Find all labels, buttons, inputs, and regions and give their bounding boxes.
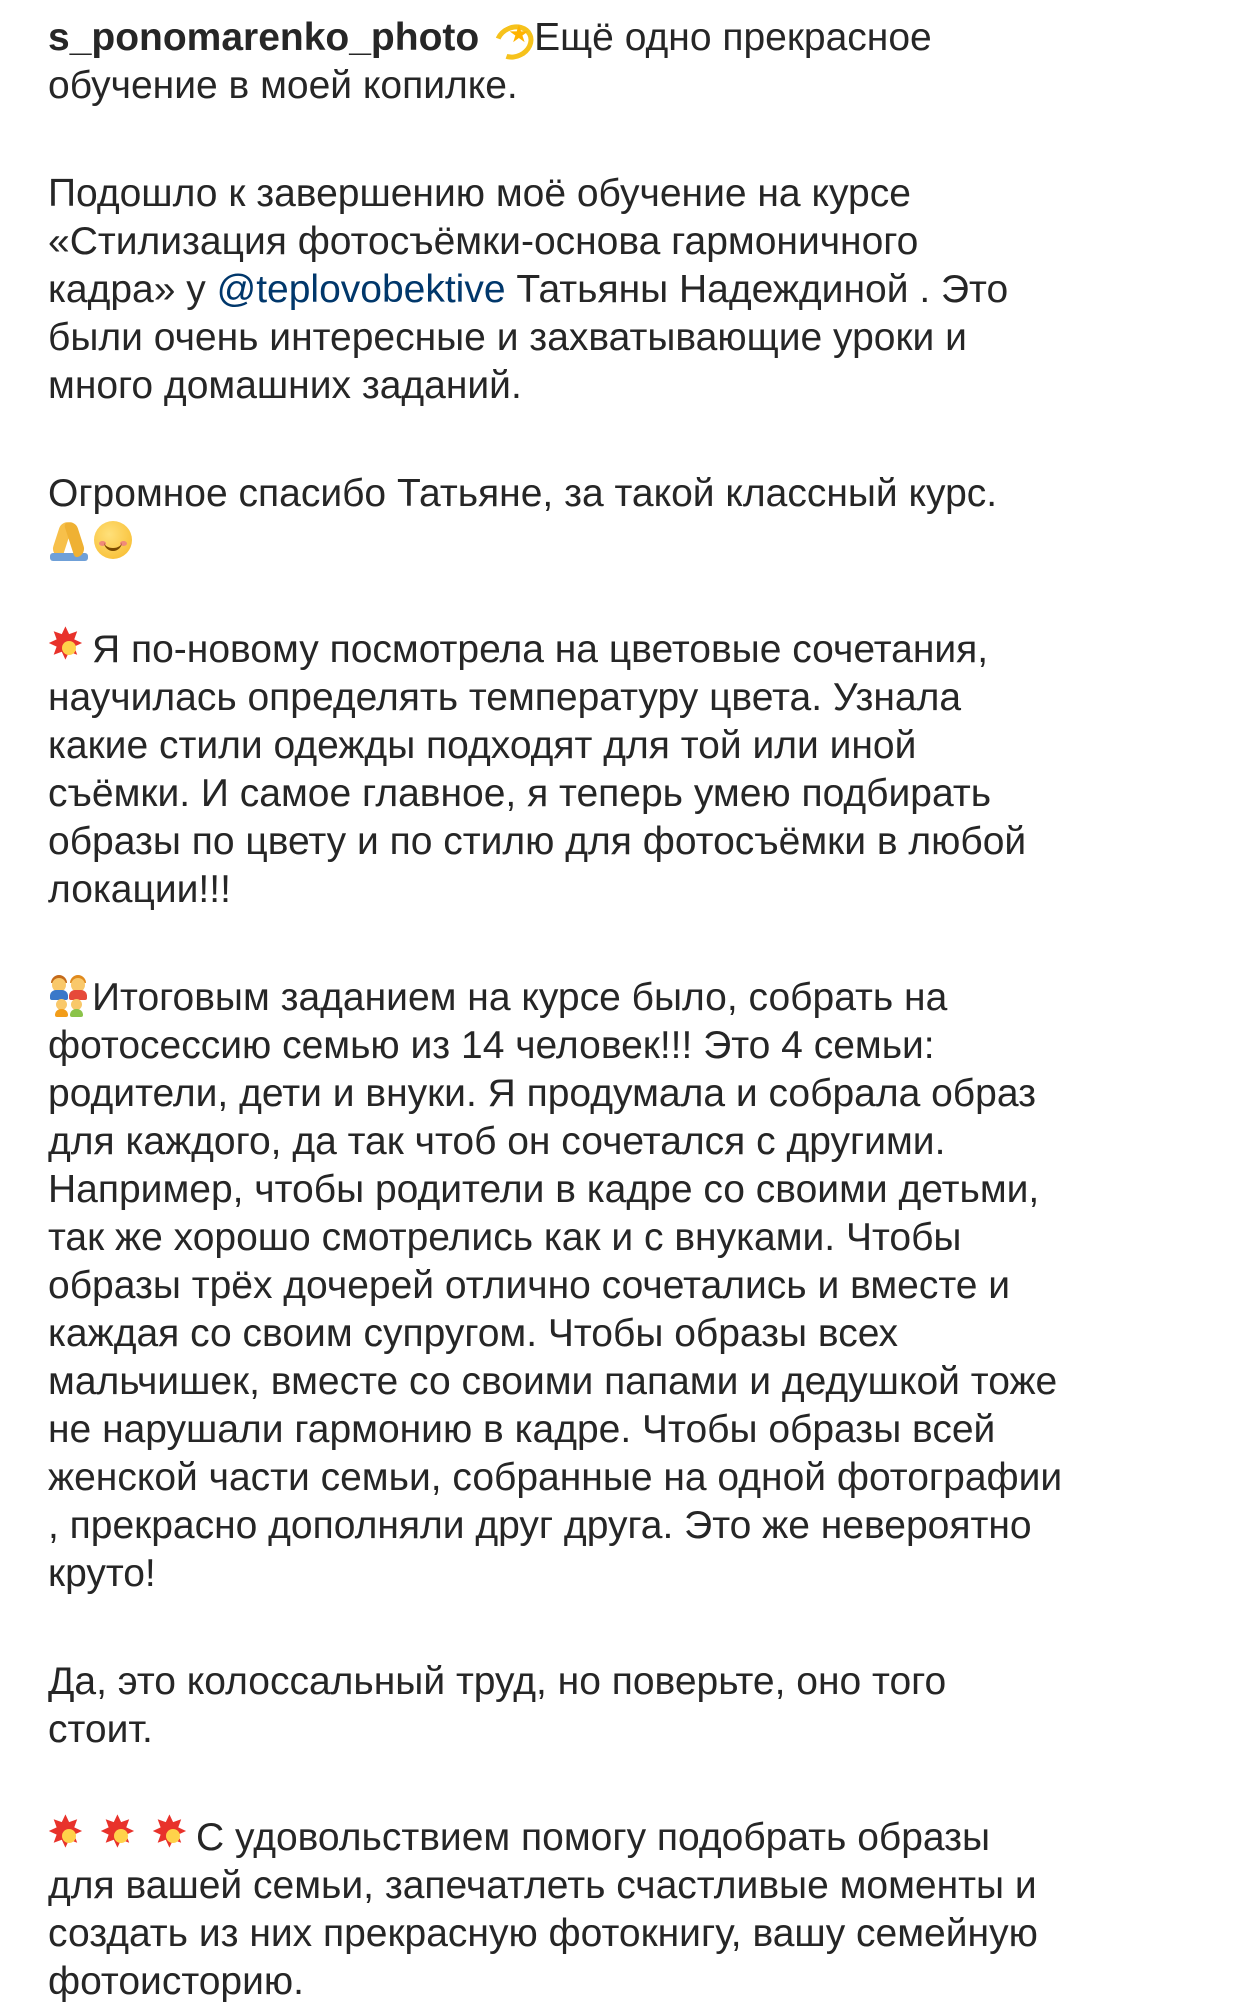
caption-line: обучение в моей копилке.: [48, 64, 518, 107]
caption-line: [48, 1814, 1211, 1862]
caption-line: образы трёх дочерей отлично сочетались и вместе и: [48, 1264, 1011, 1307]
folded-hands-icon: [48, 519, 90, 561]
caption-intro: [48, 14, 1211, 110]
collision-icon: [152, 1815, 194, 1857]
caption-line: Да, это колоссальный труд, но поверьте, оно того: [48, 1660, 947, 1703]
caption-text: Итоговым заданием на курсе было, собрать на: [92, 976, 948, 1019]
caption-line: [48, 14, 1211, 62]
caption-paragraph-skills: [48, 626, 1211, 914]
caption-line: каждая со своим супругом. Чтобы образы всех: [48, 1312, 899, 1355]
collision-icon: [48, 627, 90, 669]
caption-line: Например, чтобы родители в кадре со своими детьми,: [48, 1168, 1040, 1211]
caption-line: [48, 974, 1211, 1022]
username-link[interactable]: s_ponomarenko_photo: [48, 16, 480, 59]
caption-line: родители, дети и внуки. Я продумала и собрала образ: [48, 1072, 1036, 1115]
caption-line: создать из них прекрасную фотокнигу, вашу семейную: [48, 1912, 1038, 1955]
caption-line: научилась определять температуру цвета. Узнала: [48, 676, 962, 719]
caption-line: не нарушали гармонию в кадре. Чтобы образы всей: [48, 1408, 996, 1451]
caption-text: Я по-новому посмотрела на цветовые сочетания,: [92, 628, 989, 671]
caption-paragraph-course: [48, 170, 1211, 410]
family-icon: [48, 975, 90, 1017]
caption-line: так же хорошо смотрелись как и с внуками. Чтобы: [48, 1216, 962, 1259]
caption-text: кадра» у: [48, 268, 217, 311]
caption-text: С удовольствием помогу подобрать образы: [196, 1816, 991, 1859]
caption-text: Ещё одно прекрасное: [534, 16, 932, 59]
caption-line: Огромное спасибо Татьяне, за такой классный курс.: [48, 472, 998, 515]
caption-paragraph-effort: [48, 1658, 1211, 1754]
caption-line: были очень интересные и захватывающие уроки и: [48, 316, 967, 359]
caption-line: для каждого, да так чтоб он сочетался с другими.: [48, 1120, 946, 1163]
caption-paragraph-final-task: [48, 974, 1211, 1598]
caption-paragraph-offer: [48, 1814, 1211, 2006]
caption-paragraph-thanks: [48, 470, 1211, 566]
caption-line: локации!!!: [48, 868, 231, 911]
mention-link[interactable]: @teplovobektive: [216, 268, 506, 311]
caption-line: «Стилизация фотосъёмки-основа гармоничного: [48, 220, 919, 263]
caption-line: Подошло к завершению моё обучение на курсе: [48, 172, 911, 215]
caption-text: Татьяны Надеждиной . Это: [505, 268, 1009, 311]
caption-line: [48, 266, 1211, 314]
caption-line: стоит.: [48, 1708, 153, 1751]
caption-line: много домашних заданий.: [48, 364, 522, 407]
caption-line: фотосессию семью из 14 человек!!! Это 4 семьи:: [48, 1024, 935, 1067]
caption-line: для вашей семьи, запечатлеть счастливые моменты и: [48, 1864, 1037, 1907]
caption-line: , прекрасно дополняли друг друга. Это же невероятно: [48, 1504, 1032, 1547]
smiling-face-icon: [92, 519, 134, 561]
caption-line: круто!: [48, 1552, 156, 1595]
collision-icon: [100, 1815, 142, 1857]
collision-icon: [48, 1815, 90, 1857]
caption-line: фотоисторию.: [48, 1960, 304, 2003]
dizzy-icon: [490, 15, 532, 57]
caption-line: женской части семьи, собранные на одной фотографии: [48, 1456, 1063, 1499]
caption-line: [48, 518, 1211, 566]
caption-line: образы по цвету и по стилю для фотосъёмки в любой: [48, 820, 1027, 863]
caption-line: съёмки. И самое главное, я теперь умею подбирать: [48, 772, 992, 815]
caption-line: какие стили одежды подходят для той или иной: [48, 724, 917, 767]
caption-line: мальчишек, вместе со своими папами и дедушкой тоже: [48, 1360, 1058, 1403]
caption-line: [48, 626, 1211, 674]
